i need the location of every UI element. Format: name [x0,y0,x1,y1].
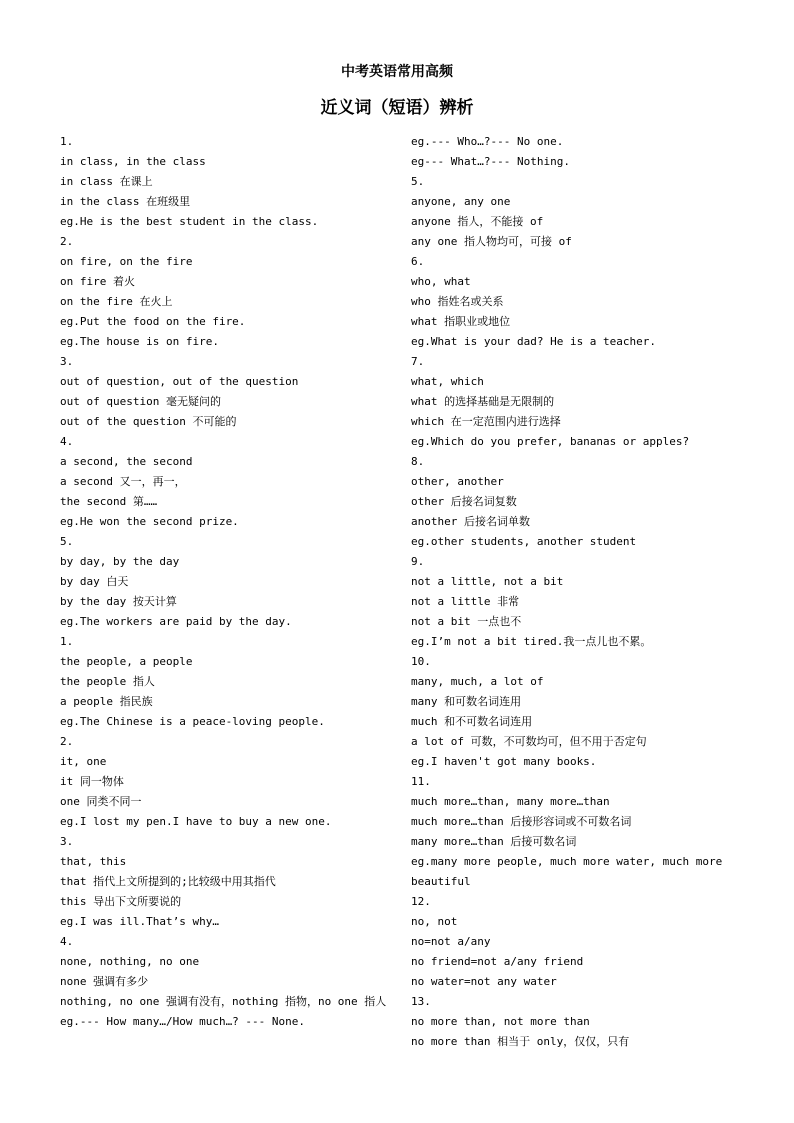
text-line: 13. [411,995,431,1008]
text-line: who, what [411,275,471,288]
text-line: nothing, no one 强调有没有，nothing 指物，no one 指人 [60,995,387,1008]
text-line: it, one [60,755,107,768]
text-line: many more…than 后接可数名词 [411,835,577,848]
text-line: 4. [60,935,74,948]
text-line: 12. [411,895,431,908]
text-line: out of question 毫无疑问的 [60,395,221,408]
text-line: eg.other students, another student [411,535,637,548]
text-line: by day 白天 [60,575,129,588]
text-line: no=not a/any [411,935,491,948]
document-title: 中考英语常用高频 [341,64,453,80]
text-line: 8. [411,455,425,468]
text-line: no more than 相当于 only，仅仅，只有 [411,1035,630,1048]
text-line: eg.--- How many…/How much…? --- None. [60,1015,306,1028]
text-line: eg.The Chinese is a peace-loving people. [60,715,325,728]
text-line: eg.The house is on fire. [60,335,219,348]
text-line: 6. [411,255,425,268]
text-line: that 指代上文所提到的;比较级中用其指代 [60,875,276,888]
text-line: eg.He is the best student in the class. [60,215,319,228]
text-line: 1. [60,135,74,148]
text-line: eg.Put the food on the fire. [60,315,246,328]
text-line: not a bit 一点也不 [411,615,522,628]
text-line: what 的选择基础是无限制的 [411,395,555,408]
text-line: no friend=not a/any friend [411,955,584,968]
text-line: by day, by the day [60,555,180,568]
text-line: no more than, not more than [411,1015,590,1028]
text-line: on fire 着火 [60,275,135,288]
text-line: 4. [60,435,74,448]
text-line: the people 指人 [60,675,155,688]
text-line: 5. [60,535,74,548]
text-line: eg.many more people, much more water, much more beautiful [411,855,729,888]
text-line: many 和可数名词连用 [411,695,522,708]
text-line: this 导出下文所要说的 [60,895,182,908]
text-line: 5. [411,175,425,188]
text-line: 1. [60,635,74,648]
text-line: a second, the second [60,455,193,468]
text-line: the people, a people [60,655,193,668]
left-column [60,132,395,1032]
text-line: another 后接名词单数 [411,515,530,528]
text-line: none, nothing, no one [60,955,200,968]
text-line: 7. [411,355,425,368]
text-line: 3. [60,835,74,848]
text-line: eg.I was ill.That’s why… [60,915,219,928]
text-line: 10. [411,655,431,668]
text-line: many, much, a lot of [411,675,544,688]
text-line: out of question, out of the question [60,375,299,388]
text-line: who 指姓名或关系 [411,295,504,308]
text-line: 9. [411,555,425,568]
text-line: not a little, not a bit [411,575,564,588]
text-line: the second 第…… [60,495,158,508]
text-line: anyone 指人，不能接 of [411,215,544,228]
text-line: in the class 在班级里 [60,195,191,208]
text-line: out of the question 不可能的 [60,415,237,428]
text-line: a second 又一，再一， [60,475,186,488]
text-line: it 同一物体 [60,775,124,788]
text-line: not a little 非常 [411,595,520,608]
text-line: 2. [60,235,74,248]
text-line: a people 指民族 [60,695,153,708]
text-line: eg.The workers are paid by the day. [60,615,292,628]
text-line: in class 在课上 [60,175,153,188]
text-line: other, another [411,475,504,488]
text-line: anyone, any one [411,195,511,208]
text-line: eg--- What…?--- Nothing. [411,155,570,168]
text-line: by the day 按天计算 [60,595,177,608]
text-line: 2. [60,735,74,748]
text-line: eg.--- Who…?--- No one. [411,135,564,148]
text-line: 3. [60,355,74,368]
text-line: much more…than, many more…than [411,795,610,808]
text-line: eg.I’m not a bit tired.我一点儿也不累。 [411,635,652,648]
text-line: on the fire 在火上 [60,295,173,308]
text-line: eg.I haven't got many books. [411,755,597,768]
text-line: no, not [411,915,458,928]
text-line: much more…than 后接形容词或不可数名词 [411,815,632,828]
text-line: what 指职业或地位 [411,315,511,328]
text-line: eg.Which do you prefer, bananas or apples? [411,435,690,448]
text-line: what, which [411,375,484,388]
text-line: which 在一定范围内进行选择 [411,415,561,428]
text-line: that, this [60,855,127,868]
right-column [411,132,746,1052]
text-line: eg.What is your dad? He is a teacher. [411,335,657,348]
text-line: eg.He won the second prize. [60,515,239,528]
text-line: one 同类不同一 [60,795,142,808]
text-line: 11. [411,775,431,788]
document-subtitle: 近义词（短语）辨析 [320,98,474,118]
text-line: much 和不可数名词连用 [411,715,533,728]
text-line: in class, in the class [60,155,206,168]
text-line: other 后接名词复数 [411,495,517,508]
text-line: eg.I lost my pen.I have to buy a new one. [60,815,332,828]
text-line: no water=not any water [411,975,557,988]
text-line: on fire, on the fire [60,255,193,268]
text-line: any one 指人物均可，可接 of [411,235,572,248]
text-line: none 强调有多少 [60,975,149,988]
text-line: a lot of 可数，不可数均可，但不用于否定句 [411,735,647,748]
